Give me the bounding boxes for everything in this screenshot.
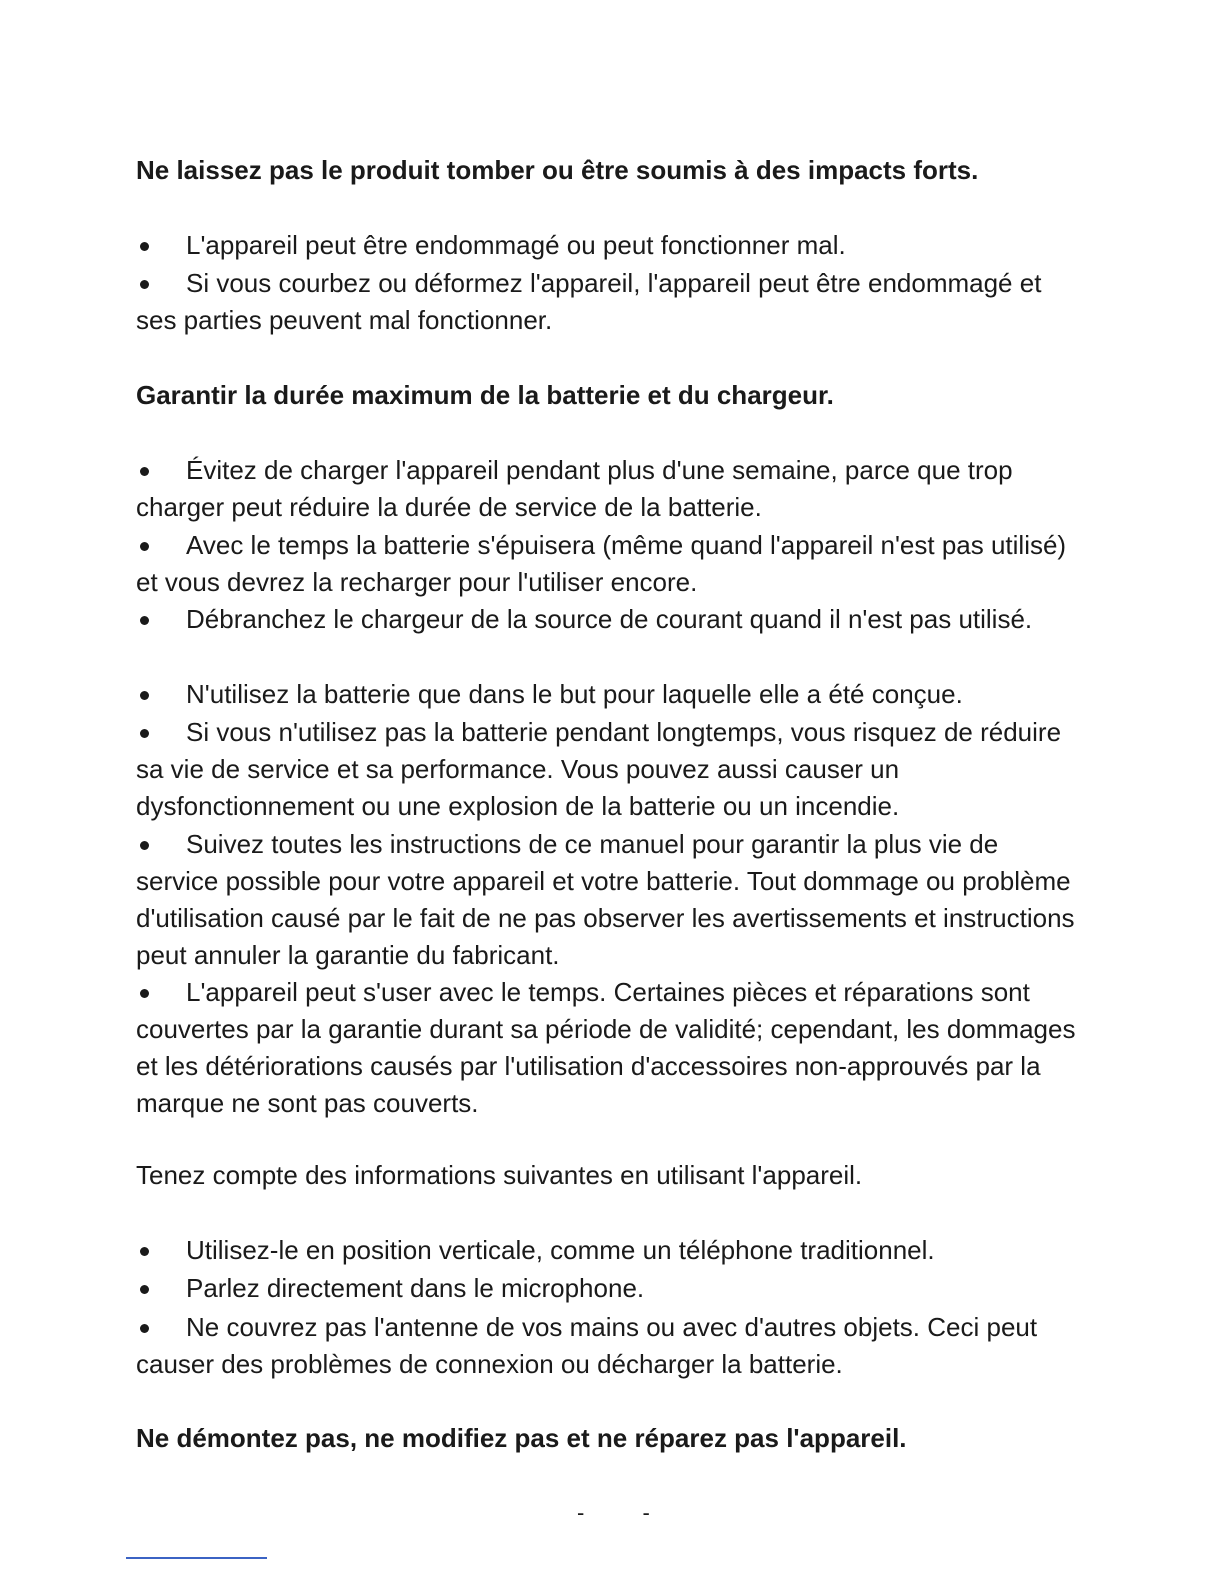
list-item: Débranchez le chargeur de la source de courant quand il n'est pas utilisé. (136, 601, 1086, 638)
bullet-icon (140, 467, 149, 476)
list-item: Utilisez-le en position verticale, comme un téléphone traditionnel. (136, 1232, 1086, 1269)
bullet-icon (140, 989, 149, 998)
section-heading-battery: Garantir la durée maximum de la batterie et du chargeur. (136, 380, 834, 410)
bullet-icon (140, 729, 149, 738)
bullet-icon (140, 841, 149, 850)
list-item: Si vous n'utilisez pas la batterie pendant longtemps, vous risquez de réduire sa vie de service et sa performance. Vous pouvez aussi causer un dysfonctionnement ou une explosion de la batterie ou un incendie. (136, 717, 1062, 821)
bullet-icon (140, 1247, 149, 1256)
bullet-icon (140, 242, 149, 251)
footer-divider (126, 1557, 267, 1559)
bullet-icon (140, 691, 149, 700)
section-heading-impacts: Ne laissez pas le produit tomber ou être soumis à des impacts forts. (136, 155, 979, 185)
section-intro-usage: Tenez compte des informations suivantes en utilisant l'appareil. (136, 1160, 863, 1190)
list-item: N'utilisez la batterie que dans le but pour laquelle elle a été conçue. (136, 676, 1086, 713)
list-item: Ne couvrez pas l'antenne de vos mains ou avec d'autres objets. Ceci peut causer des problèmes de connexion ou décharger la batterie. (136, 1312, 1038, 1379)
page-number-marker: - - (577, 1500, 676, 1525)
list-item: Si vous courbez ou déformez l'appareil, l'appareil peut être endommagé et ses parties peuvent mal fonctionner. (136, 268, 1042, 335)
list-item: L'appareil peut être endommagé ou peut fonctionner mal. (136, 227, 1086, 264)
bullet-icon (140, 280, 149, 289)
list-item: Évitez de charger l'appareil pendant plus d'une semaine, parce que trop charger peut réduire la durée de service de la batterie. (136, 455, 1013, 522)
section-heading-disassembly: Ne démontez pas, ne modifiez pas et ne réparez pas l'appareil. (136, 1423, 907, 1453)
list-item: Parlez directement dans le microphone. (136, 1270, 1086, 1307)
list-item: Avec le temps la batterie s'épuisera (même quand l'appareil n'est pas utilisé) et vous devrez la recharger pour l'utiliser encore. (136, 530, 1067, 597)
bullet-icon (140, 1285, 149, 1294)
bullet-icon (140, 542, 149, 551)
list-item: L'appareil peut s'user avec le temps. Certaines pièces et réparations sont couvertes par la garantie durant sa période de validité; cependant, les dommages et les détériorations causés par l'utilisation d'accessoires non-approuvés par la marque ne sont pas couverts. (136, 977, 1076, 1118)
bullet-icon (140, 616, 149, 625)
bullet-icon (140, 1324, 149, 1333)
list-item: Suivez toutes les instructions de ce manuel pour garantir la plus vie de service possible pour votre appareil et votre batterie. Tout dommage ou problème d'utilisation causé par le fait de ne pas observer les avertissements et instructions peut annuler la garantie du fabricant. (136, 829, 1075, 970)
